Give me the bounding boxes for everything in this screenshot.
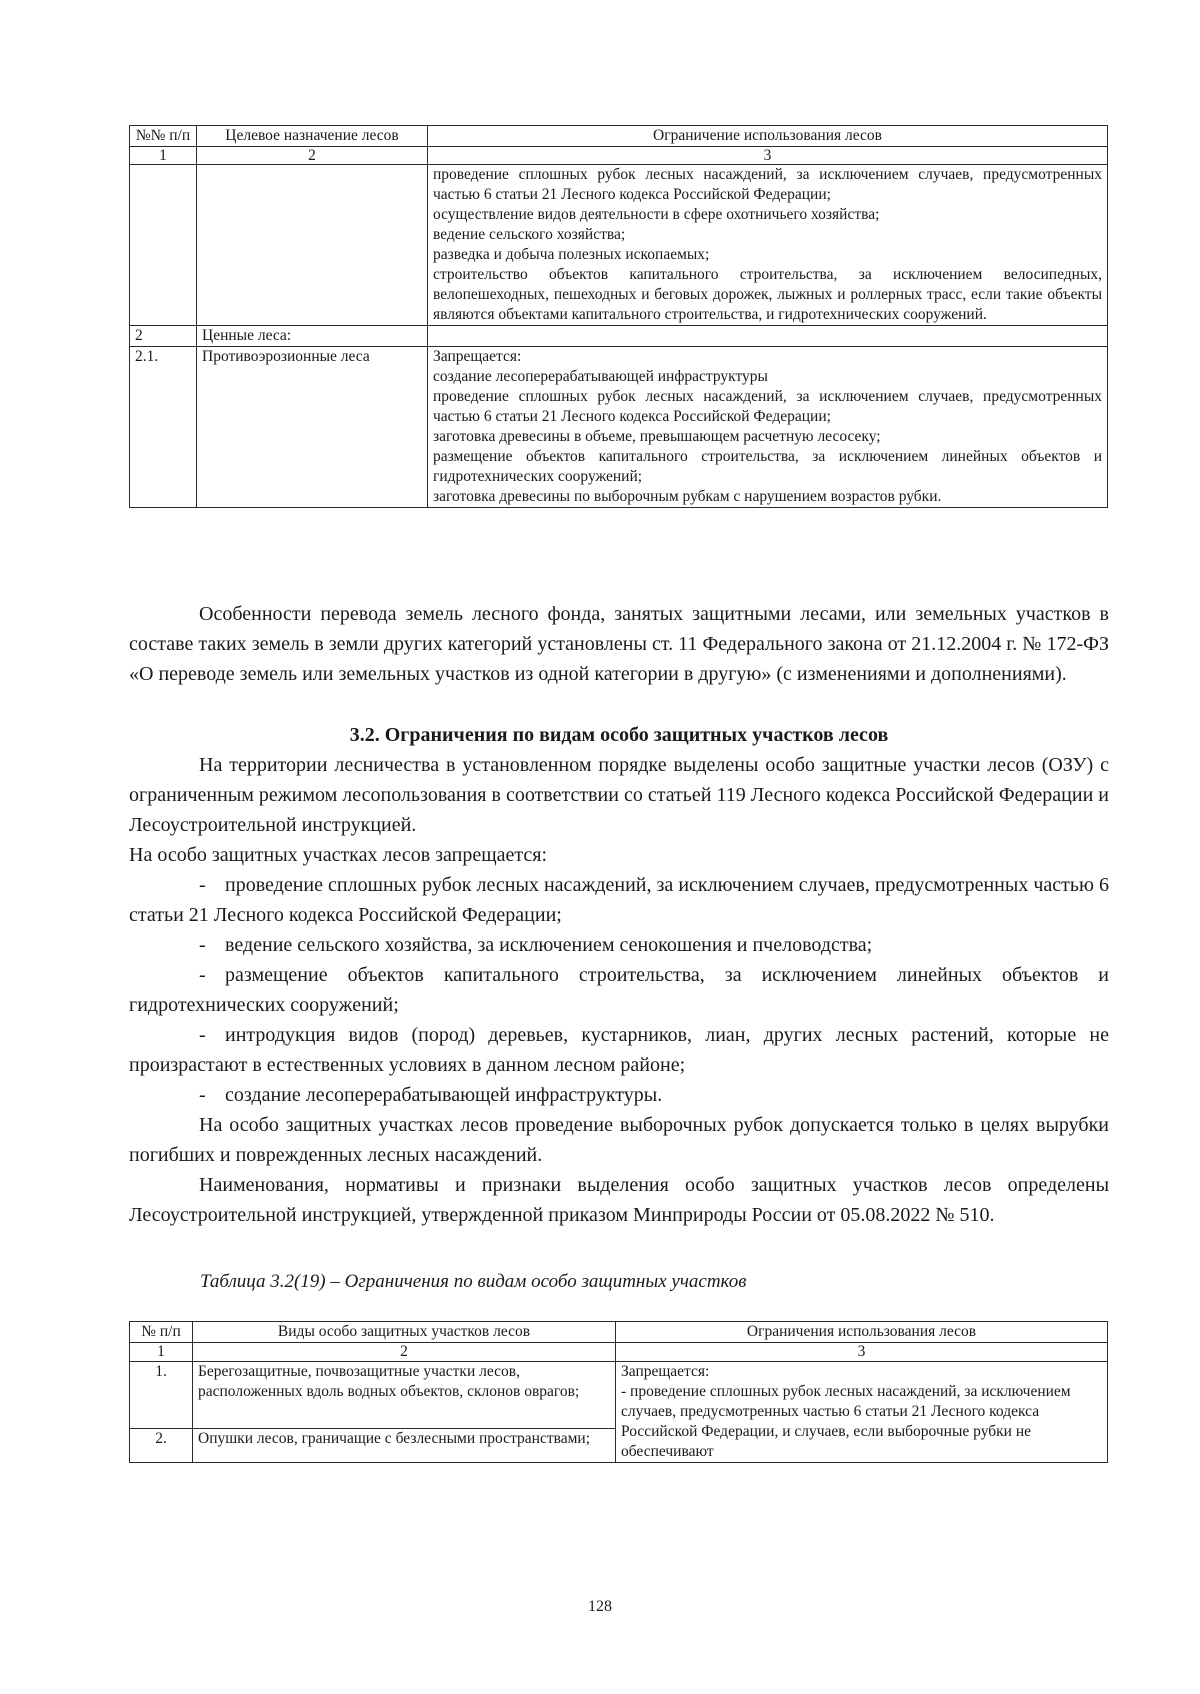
- row-ozu-type: Опушки лесов, граничащие с безлесными пространствами;: [193, 1428, 616, 1462]
- paragraph-prohibited-intro: На особо защитных участках лесов запрещается:: [129, 844, 548, 866]
- bullet-dash: -: [199, 1084, 206, 1106]
- column-index-row: [130, 147, 1108, 165]
- restriction-line: осуществление видов деятельности в сфере охотничьего хозяйства;: [433, 206, 880, 223]
- ozu-restrictions-table: [129, 1321, 1108, 1463]
- paragraph-land-transfer: Особенности перевода земель лесного фонда, занятых защитными лесами, или земельных участков в составе таких земель в земли других категорий установлены ст. 11 Федерального закона от 21.12.2004 г. № 172-ФЗ «О переводе земель или земельных участков из одной категории в другую» (с изменениями и дополнениями).: [129, 603, 1109, 685]
- restriction-line: строительство объектов капитального строительства, за исключением велосипедных, велопешеходных, пешеходных и беговых дорожек, лыжных и роллерных трасс, если такие объекты являются объектами капитального строительства, и гидротехнических сооружений.: [433, 266, 1102, 323]
- row-restrictions: [428, 347, 1108, 508]
- table-row: [130, 165, 1108, 326]
- paragraph-ozu-intro: На территории лесничества в установленном порядке выделены особо защитные участки лесов (ОЗУ) с ограниченным режимом лесопользования в соответствии со статьей 119 Лесного кодекса Российской Федерации и Лесоустроительной инструкцией.: [129, 754, 1109, 836]
- header-ozu-type: Виды особо защитных участков лесов: [193, 1322, 616, 1343]
- header-restrictions: Ограничение использования лесов: [428, 126, 1108, 147]
- restriction-line: разведка и добыча полезных ископаемых;: [433, 246, 710, 263]
- list-item-text: ведение сельского хозяйства, за исключением сенокошения и пчеловодства;: [225, 934, 873, 956]
- list-item-text: интродукция видов (пород) деревьев, кустарников, лиан, других лесных растений, которые не произрастают в естественных условиях в данном лесном районе;: [129, 1024, 1109, 1076]
- column-index: 1: [130, 1343, 193, 1362]
- table-row: [130, 1362, 1108, 1429]
- restriction-line: размещение объектов капитального строительства, за исключением линейных объектов и гидротехнических сооружений;: [433, 448, 1102, 485]
- restriction-line: заготовка древесины по выборочным рубкам с нарушением возрастов рубки.: [433, 488, 942, 505]
- bullet-dash: -: [199, 1024, 206, 1046]
- row-number: 2.: [130, 1428, 193, 1462]
- header-purpose: Целевое назначение лесов: [197, 126, 428, 147]
- row-number: 2: [130, 326, 197, 347]
- row-restrictions: [616, 1362, 1108, 1463]
- bullet-dash: -: [199, 874, 206, 896]
- list-item-text: проведение сплошных рубок лесных насаждений, за исключением случаев, предусмотренных частью 6 статьи 21 Лесного кодекса Российской Федерации;: [129, 874, 1109, 926]
- restriction-line: создание лесоперерабатывающей инфраструктуры: [433, 368, 768, 385]
- restriction-line: проведение сплошных рубок лесных насаждений, за исключением случаев, предусмотренных частью 6 статьи 21 Лесного кодекса Российской Федерации;: [433, 388, 1102, 425]
- row-restrictions: [428, 326, 1108, 347]
- list-item: [129, 1020, 1109, 1080]
- restriction-line: - проведение сплошных рубок лесных насаждений, за исключением случаев, предусмотренных частью 6 статьи 21 Лесного кодекса Российской Федерации, и случаев, если выборочные рубки не обеспечивают: [621, 1383, 1071, 1460]
- bullet-dash: -: [199, 934, 206, 956]
- row-number: 2.1.: [130, 347, 197, 508]
- column-index: 3: [428, 147, 1108, 165]
- row-ozu-type: Берегозащитные, почвозащитные участки лесов, расположенных вдоль водных объектов, склонов оврагов;: [193, 1362, 616, 1429]
- header-restrictions: Ограничения использования лесов: [616, 1322, 1108, 1343]
- row-purpose: [197, 165, 428, 326]
- restriction-line: Запрещается:: [433, 348, 522, 365]
- forest-purpose-table: [129, 125, 1108, 508]
- restriction-line: ведение сельского хозяйства;: [433, 226, 626, 243]
- table-caption: Таблица 3.2(19) – Ограничения по видам особо защитных участков: [200, 1271, 747, 1292]
- section-heading: 3.2. Ограничения по видам особо защитных участков лесов: [349, 724, 889, 746]
- list-item: [129, 870, 1109, 930]
- column-index: 3: [616, 1343, 1108, 1362]
- page-number: 128: [588, 1598, 612, 1615]
- bullet-dash: -: [199, 964, 206, 986]
- row-number: 1.: [130, 1362, 193, 1429]
- table-row: [130, 347, 1108, 508]
- table-header-row: [130, 126, 1108, 147]
- paragraph-criteria: Наименования, нормативы и признаки выделения особо защитных участков лесов определены Лесоустроительной инструкцией, утвержденной приказом Минприроды России от 05.08.2022 № 510.: [129, 1174, 1109, 1226]
- table-header-row: [130, 1322, 1108, 1343]
- list-item: [129, 960, 1109, 1020]
- column-index: 2: [193, 1343, 616, 1362]
- paragraph-selective-cutting: На особо защитных участках лесов проведение выборочных рубок допускается только в целях вырубки погибших и поврежденных лесных насаждений.: [129, 1114, 1109, 1166]
- restriction-line: проведение сплошных рубок лесных насаждений, за исключением случаев, предусмотренных частью 6 статьи 21 Лесного кодекса Российской Федерации;: [433, 166, 1102, 203]
- row-purpose: Противоэрозионные леса: [197, 347, 428, 508]
- list-item: [129, 1080, 1109, 1110]
- row-purpose: Ценные леса:: [197, 326, 428, 347]
- column-index-row: [130, 1343, 1108, 1362]
- header-number: № п/п: [130, 1322, 193, 1343]
- list-item-text: размещение объектов капитального строительства, за исключением линейных объектов и гидротехнических сооружений;: [129, 964, 1109, 1016]
- row-number: [130, 165, 197, 326]
- row-restrictions: [428, 165, 1108, 326]
- column-index: 1: [130, 147, 197, 165]
- restriction-line: Запрещается:: [621, 1363, 710, 1380]
- column-index: 2: [197, 147, 428, 165]
- table-row: [130, 326, 1108, 347]
- restriction-line: заготовка древесины в объеме, превышающем расчетную лесосеку;: [433, 428, 881, 445]
- header-number: №№ п/п: [130, 126, 197, 147]
- list-item: [129, 930, 1109, 960]
- list-item-text: создание лесоперерабатывающей инфраструктуры.: [225, 1084, 663, 1106]
